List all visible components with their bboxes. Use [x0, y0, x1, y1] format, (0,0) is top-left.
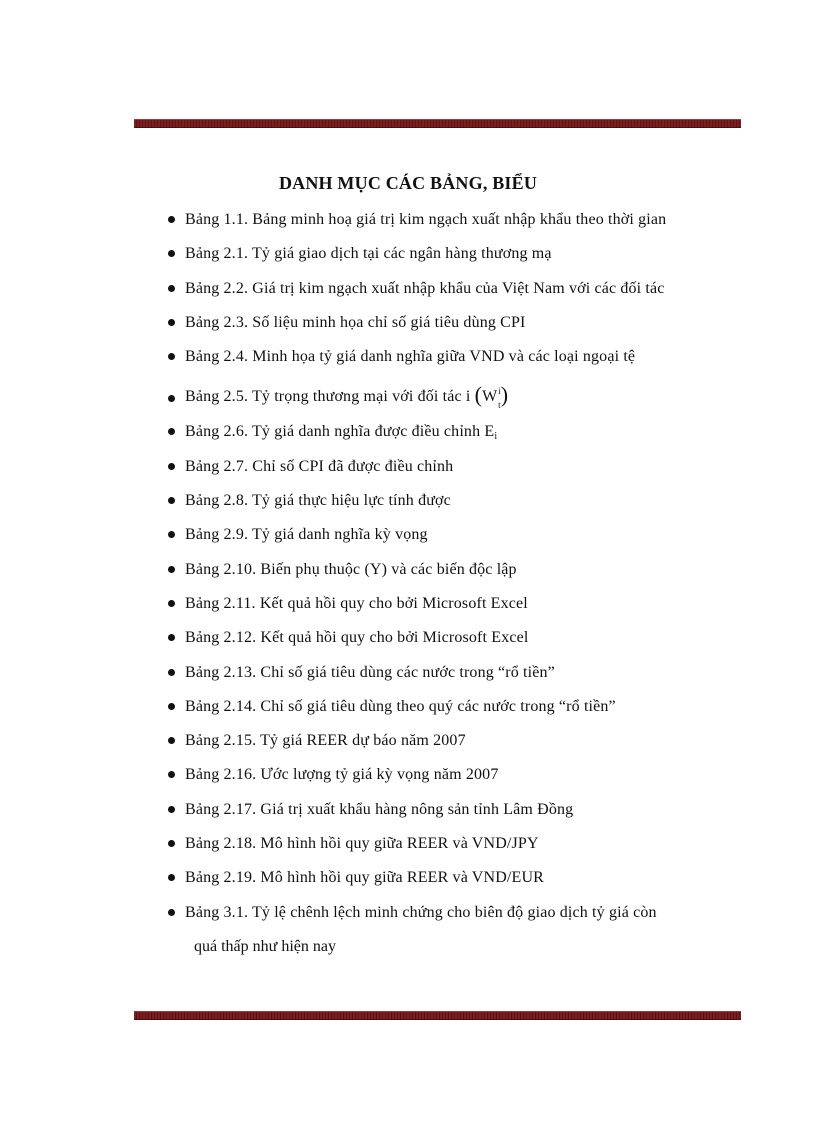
bullet-icon [168, 285, 175, 292]
top-decorative-rule [134, 119, 741, 128]
list-item [165, 624, 755, 658]
list-item-text: Bảng 2.14. Chỉ số giá tiêu dùng theo quý các nước trong “rổ tiền” [185, 697, 616, 715]
bullet-icon [168, 840, 175, 847]
list-item-text: Bảng 2.13. Chỉ số giá tiêu dùng các nước trong “rổ tiền” [185, 663, 555, 681]
bullet-icon [168, 703, 175, 710]
list-item-label: Bảng 2.6. Tỷ giá danh nghĩa được điều chỉnh E [185, 423, 495, 441]
list-item [165, 727, 755, 761]
list-item-text: Bảng 3.1. Tỷ lệ chênh lệch minh chứng cho biên độ giao dịch tỷ giá còn [185, 903, 657, 921]
list-item-text: Bảng 2.3. Số liệu minh họa chỉ số giá tiêu dùng CPI [185, 313, 526, 331]
list-item-text [165, 418, 497, 451]
bullet-icon [168, 566, 175, 573]
list-item-text: Bảng 2.17. Giá trị xuất khẩu hàng nông sản tỉnh Lâm Đồng [185, 800, 574, 818]
formula-close-paren: ) [500, 382, 509, 408]
table-list [165, 206, 755, 963]
list-item [165, 377, 755, 418]
bottom-decorative-rule [134, 1011, 741, 1020]
bullet-icon [168, 216, 175, 223]
list-item-text: Bảng 2.10. Biến phụ thuộc (Y) và các biến độc lập [185, 560, 517, 578]
list-item [165, 556, 755, 590]
list-item [165, 761, 755, 795]
subscript-i: i [494, 431, 498, 443]
bullet-icon [168, 600, 175, 607]
list-item-text: Bảng 2.7. Chỉ số CPI đã được điều chỉnh [185, 457, 454, 475]
formula-w: W [482, 388, 498, 406]
bullet-icon [168, 463, 175, 470]
list-item [165, 343, 755, 377]
bullet-icon [168, 669, 175, 676]
list-item-text: Bảng 2.11. Kết quả hồi quy cho bởi Microsoft Excel [185, 594, 528, 612]
bullet-icon [168, 909, 175, 916]
list-item-text: Bảng 2.4. Minh họa tỷ giá danh nghĩa giữa VND và các loại ngoại tệ [185, 348, 636, 366]
list-item [165, 899, 755, 963]
list-item [165, 206, 755, 240]
list-item [165, 693, 755, 727]
list-item [165, 453, 755, 487]
list-item-text: Bảng 2.9. Tỷ giá danh nghĩa kỳ vọng [185, 526, 428, 544]
list-item-text: Bảng 2.2. Giá trị kim ngạch xuất nhập khẩu của Việt Nam với các đối tác [185, 279, 665, 297]
list-item-text: Bảng 1.1. Bảng minh hoạ giá trị kim ngạch xuất nhập khẩu theo thời gian [185, 211, 667, 228]
list-item [165, 487, 755, 521]
list-item [165, 240, 755, 274]
formula-subscript: t [498, 400, 501, 411]
formula-weight-symbol [482, 383, 501, 411]
page-title: DANH MỤC CÁC BẢNG, BIỂU [278, 173, 538, 193]
formula-open-paren: ( [474, 382, 483, 408]
list-item [165, 796, 755, 830]
list-item [165, 521, 755, 555]
list-item [165, 418, 755, 452]
list-item-text: Bảng 2.8. Tỷ giá thực hiệu lực tính được [185, 492, 451, 510]
list-item-label: Bảng 2.5. Tỷ trọng thương mại với đối tác i [185, 388, 471, 406]
formula-superscript: i [498, 386, 501, 397]
list-item-text: Bảng 2.12. Kết quả hồi quy cho bởi Microsoft Excel [185, 629, 529, 647]
list-item-text: Bảng 2.19. Mô hình hồi quy giữa REER và VND/EUR [185, 869, 544, 887]
list-item-text: Bảng 2.18. Mô hình hồi quy giữa REER và VND/JPY [185, 835, 539, 853]
list-item-text: Bảng 2.1. Tỷ giá giao dịch tại các ngân hàng thương mạ [185, 245, 552, 263]
bullet-icon [168, 806, 175, 813]
list-item [165, 830, 755, 864]
list-item [165, 590, 755, 624]
list-item [165, 864, 755, 898]
list-item [165, 275, 755, 309]
list-item-text: Bảng 2.15. Tỷ giá REER dự báo năm 2007 [185, 732, 466, 750]
list-item-continuation: quá thấp như hiện nay [194, 937, 336, 955]
list-item [165, 309, 755, 343]
list-item-text: Bảng 2.16. Ước lượng tỷ giá kỳ vọng năm 2007 [185, 766, 499, 784]
list-item-text [165, 381, 508, 411]
list-item [165, 659, 755, 693]
bullet-icon [168, 319, 175, 326]
